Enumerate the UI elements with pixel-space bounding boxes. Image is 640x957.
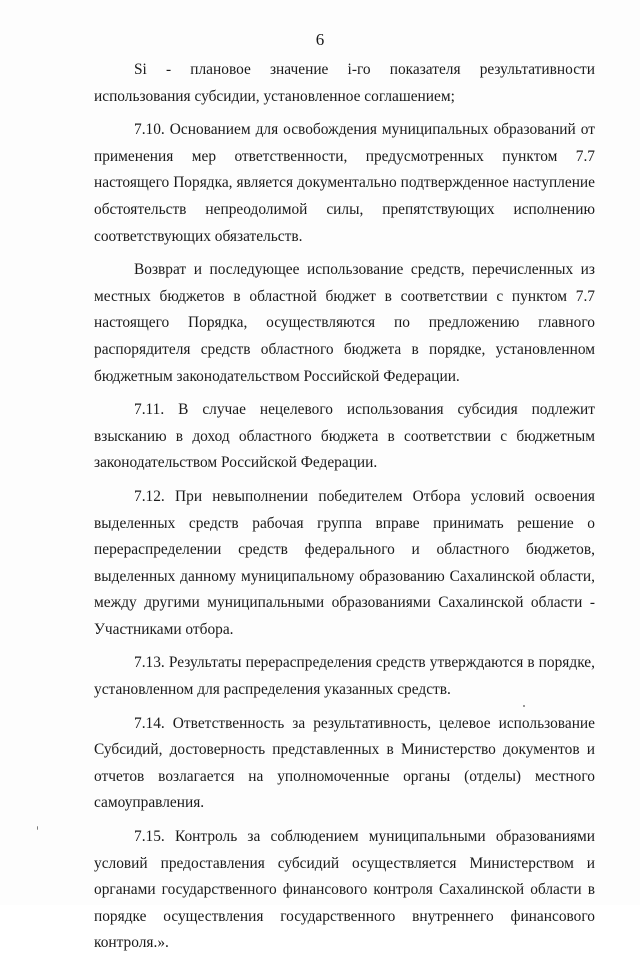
paragraph-si-definition: Si - плановое значение i-го показателя результативности использования субсидии, установленное соглашением; [94,61,595,105]
scan-speck [523,705,525,707]
scan-speck [37,826,38,830]
paragraph-7-15: 7.15. Контроль за соблюдением муниципальными образованиями условий предоставления субсидий осуществляется Министерством и органами государственного финансового контроля Сахалинской области в порядке осуществления государственного внутреннего финансового контроля.». [94,828,595,952]
page-number: 6 [315,30,325,49]
paragraph-7-11: 7.11. В случае нецелевого использования субсидия подлежит взысканию в доход областного бюджета в соответствии с бюджетным законодательством Российской Федерации. [94,401,595,472]
paragraph-return-of-funds: Возврат и последующее использование средств, перечисленных из местных бюджетов в областной бюджет в соответствии с пунктом 7.7 настоящего Порядка, осуществляются по предложению главного распорядителя средств областного бюджета в порядке, установленном бюджетным законодательством Российской Федерации. [94,261,595,385]
paragraph-7-10: 7.10. Основанием для освобождения муниципальных образований от применения мер ответственности, предусмотренных пунктом 7.7 настоящего Порядка, является документально подтвержденное наступление обстоятельств непреодолимой силы, препятствующих исполнению соответствующих обязательств. [94,121,595,245]
document-body [94,57,595,957]
paragraph-7-13: 7.13. Результаты перераспределения средств утверждаются в порядке, установленном для распределения указанных средств. [94,654,595,699]
paragraph-7-14: 7.14. Ответственность за результативность, целевое использование Субсидий, достоверность представленных в Министерство документов и отчетов возлагается на уполномоченные органы (отделы) местного самоуправления. [94,714,595,812]
paragraph-7-12: 7.12. При невыполнении победителем Отбора условий освоения выделенных средств рабочая группа вправе принимать решение о перераспределении средств федерального и областного бюджетов, выделенных данному муниципальному образованию Сахалинской области, между другими муниципальными образованиями Сахалинской области - Участниками отбора. [94,487,595,638]
